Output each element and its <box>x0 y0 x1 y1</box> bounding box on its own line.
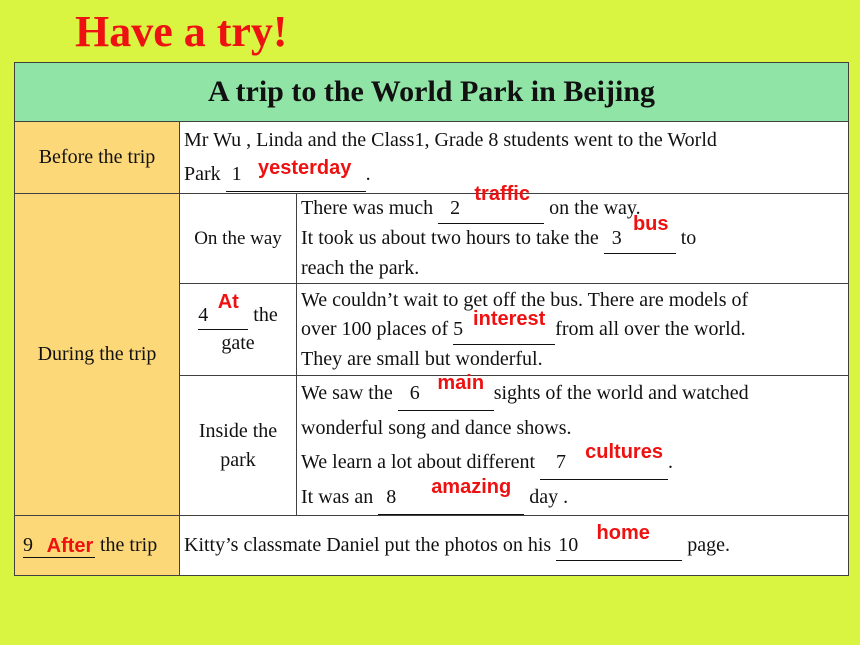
inside-park-content <box>297 372 849 516</box>
way-line-3: reach the park. <box>301 257 420 279</box>
during-trip-label: During the trip <box>15 194 180 516</box>
blank-number: 3 <box>611 227 622 249</box>
inside-label-line-1: Inside the <box>198 419 278 442</box>
inside-text: We learn a lot about different <box>301 451 541 473</box>
gate-label-line-1 <box>180 291 296 330</box>
way-text: It took us about two hours to take the <box>301 227 604 249</box>
answer-1: yesterday <box>257 157 352 179</box>
gate-line-2 <box>301 307 848 345</box>
inside-line-4 <box>301 476 848 515</box>
blank-number: 2 <box>450 197 461 219</box>
gate-label-text: the <box>248 304 278 326</box>
blank-number: 1 <box>231 163 242 185</box>
blank-10[interactable] <box>556 521 682 561</box>
way-text: to <box>675 227 697 249</box>
answer-8: amazing <box>431 476 512 498</box>
blank-9[interactable] <box>23 534 95 558</box>
answer-6: main <box>437 372 485 394</box>
answer-4: At <box>217 291 239 313</box>
inside-text: It was an <box>301 486 379 508</box>
before-end: . <box>365 163 371 185</box>
answer-9: After <box>46 534 94 557</box>
inside-label-line-2: park <box>220 448 256 471</box>
gate-content <box>297 284 849 376</box>
inside-text: day . <box>524 486 569 508</box>
blank-1[interactable] <box>226 157 366 192</box>
blank-2[interactable] <box>438 183 544 224</box>
table-title: A trip to the World Park in Beijing <box>15 63 849 122</box>
blank-6[interactable] <box>398 372 494 411</box>
gate-line-3: They are small but wonderful. <box>301 347 543 370</box>
trip-table <box>14 62 849 576</box>
blank-5[interactable] <box>453 307 555 345</box>
on-the-way-content <box>297 183 849 284</box>
blank-4[interactable] <box>198 291 248 330</box>
blank-number: 4 <box>198 304 209 326</box>
blank-8[interactable] <box>378 476 524 515</box>
gate-text: over 100 places of <box>301 317 454 340</box>
after-trip-content <box>180 516 849 576</box>
inside-text: We saw the <box>301 382 398 404</box>
way-text: There was much <box>301 197 439 219</box>
inside-line-3 <box>301 441 848 480</box>
blank-3[interactable] <box>604 213 676 254</box>
way-text: on the way. <box>544 197 641 219</box>
inside-text: sights of the world and watched <box>493 382 749 404</box>
after-trip-label <box>15 516 180 576</box>
blank-number: 6 <box>409 382 420 404</box>
gate-label-line-2: gate <box>221 332 255 354</box>
before-trip-label: Before the trip <box>15 122 180 194</box>
blank-7[interactable] <box>540 441 668 480</box>
blank-number: 5 <box>453 317 464 340</box>
gate-line-1: We couldn’t wait to get off the bus. There are models of <box>301 288 749 311</box>
before-line-1: Mr Wu , Linda and the Class1, Grade 8 students went to the World <box>184 129 717 151</box>
gate-text: from all over the world. <box>555 317 746 340</box>
answer-7: cultures <box>585 441 663 463</box>
inside-text: . <box>668 451 674 473</box>
blank-number: 10 <box>558 533 579 556</box>
answer-3: bus <box>632 213 669 235</box>
answer-2: traffic <box>474 183 530 205</box>
way-line-1 <box>301 183 848 224</box>
blank-number: 7 <box>556 451 567 473</box>
answer-5: interest <box>473 307 546 330</box>
after-text: Kitty’s classmate Daniel put the photos on his <box>184 533 557 556</box>
after-text: page. <box>682 533 730 556</box>
blank-number: 9 <box>23 533 33 556</box>
page-title: Have a try! <box>75 7 288 56</box>
on-the-way-label: On the way <box>180 194 297 284</box>
blank-number: 8 <box>386 486 397 508</box>
inside-park-label <box>180 376 297 516</box>
after-label-text: the trip <box>95 533 158 556</box>
answer-10: home <box>596 521 650 544</box>
inside-line-1 <box>301 372 848 411</box>
inside-line-2: wonderful song and dance shows. <box>301 417 572 439</box>
before-text: Park <box>184 163 226 185</box>
gate-label <box>180 284 297 376</box>
way-line-2 <box>301 213 848 254</box>
